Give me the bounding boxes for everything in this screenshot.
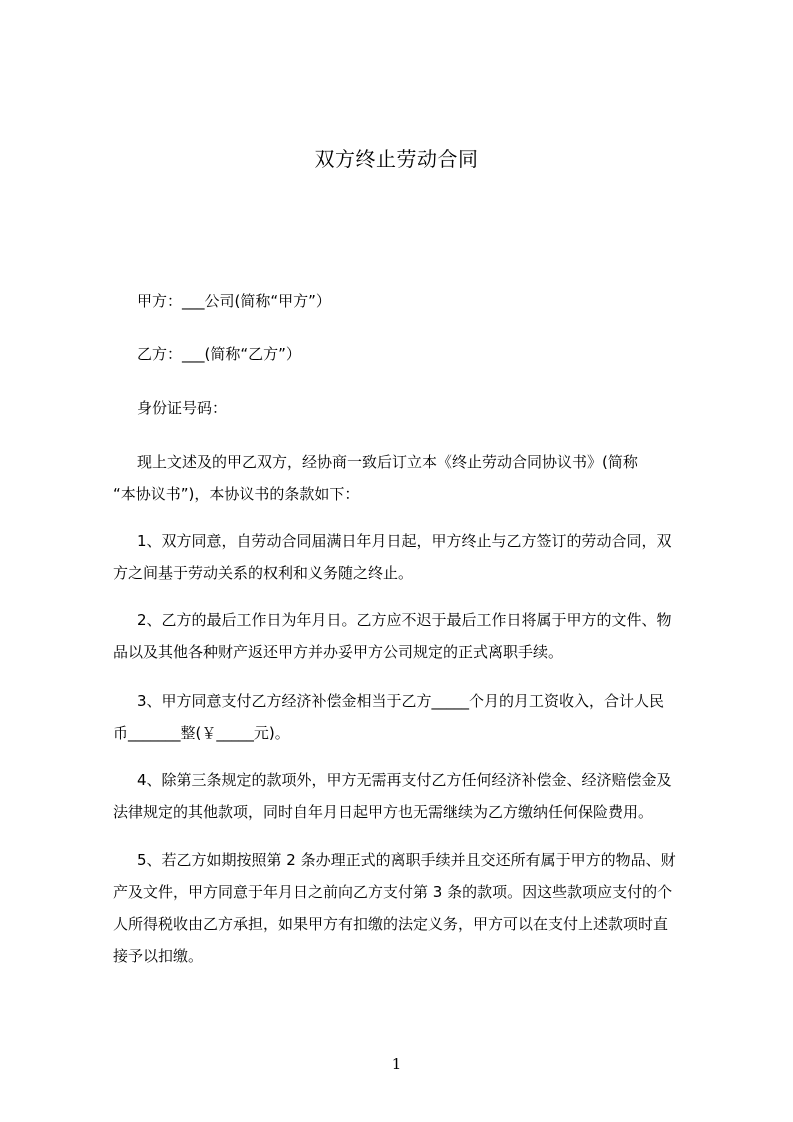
clause-4	[113, 764, 713, 828]
intro-line: “本协议书”)，本协议书的条款如下：	[113, 485, 360, 503]
clause-5	[113, 844, 713, 972]
intro-paragraph	[113, 446, 713, 510]
clause-1	[113, 525, 713, 589]
id-number-line: 身份证号码：	[137, 399, 228, 417]
clause-line: 产及文件，甲方同意于年月日之前向乙方支付第 3 条的款项。因这些款项应支付的个	[113, 883, 673, 901]
intro-line: 现上文述及的甲乙双方，经协商一致后订立本《终止劳动合同协议书》(简称	[137, 453, 638, 471]
clause-line: 人所得税收由乙方承担，如果甲方有扣缴的法定义务，甲方可以在支付上述款项时直	[113, 915, 669, 933]
page-number: 1	[391, 1055, 402, 1073]
clause-line: 法律规定的其他款项，同时自年月日起甲方也无需继续为乙方缴纳任何保险费用。	[113, 803, 654, 821]
clause-line: 方之间基于劳动关系的权利和义务随之终止。	[113, 564, 414, 582]
clause-line: 1、双方同意，自劳动合同届满日年月日起，甲方终止与乙方签订的劳动合同，双	[137, 532, 672, 550]
clause-line: 币_______整(￥_____元)。	[113, 724, 290, 742]
clause-2	[113, 604, 713, 668]
document-title: 双方终止劳动合同	[314, 147, 479, 171]
party-b-line: 乙方：___(简称“乙方”）	[137, 345, 301, 363]
clause-line: 接予以扣缴。	[113, 947, 204, 965]
clause-line: 品以及其他各种财产返还甲方并办妥甲方公司规定的正式离职手续。	[113, 643, 564, 661]
party-a-line: 甲方：___公司(简称“甲方”）	[137, 292, 331, 310]
clause-line: 5、若乙方如期按照第 2 条办理正式的离职手续并且交还所有属于甲方的物品、财	[137, 851, 676, 869]
clause-line: 2、乙方的最后工作日为年月日。乙方应不迟于最后工作日将属于甲方的文件、物	[137, 611, 672, 629]
clause-line: 3、甲方同意支付乙方经济补偿金相当于乙方_____个月的月工资收入，合计人民	[137, 692, 665, 710]
clause-3	[113, 685, 713, 749]
clause-line: 4、除第三条规定的款项外，甲方无需再支付乙方任何经济补偿金、经济赔偿金及	[137, 771, 672, 789]
